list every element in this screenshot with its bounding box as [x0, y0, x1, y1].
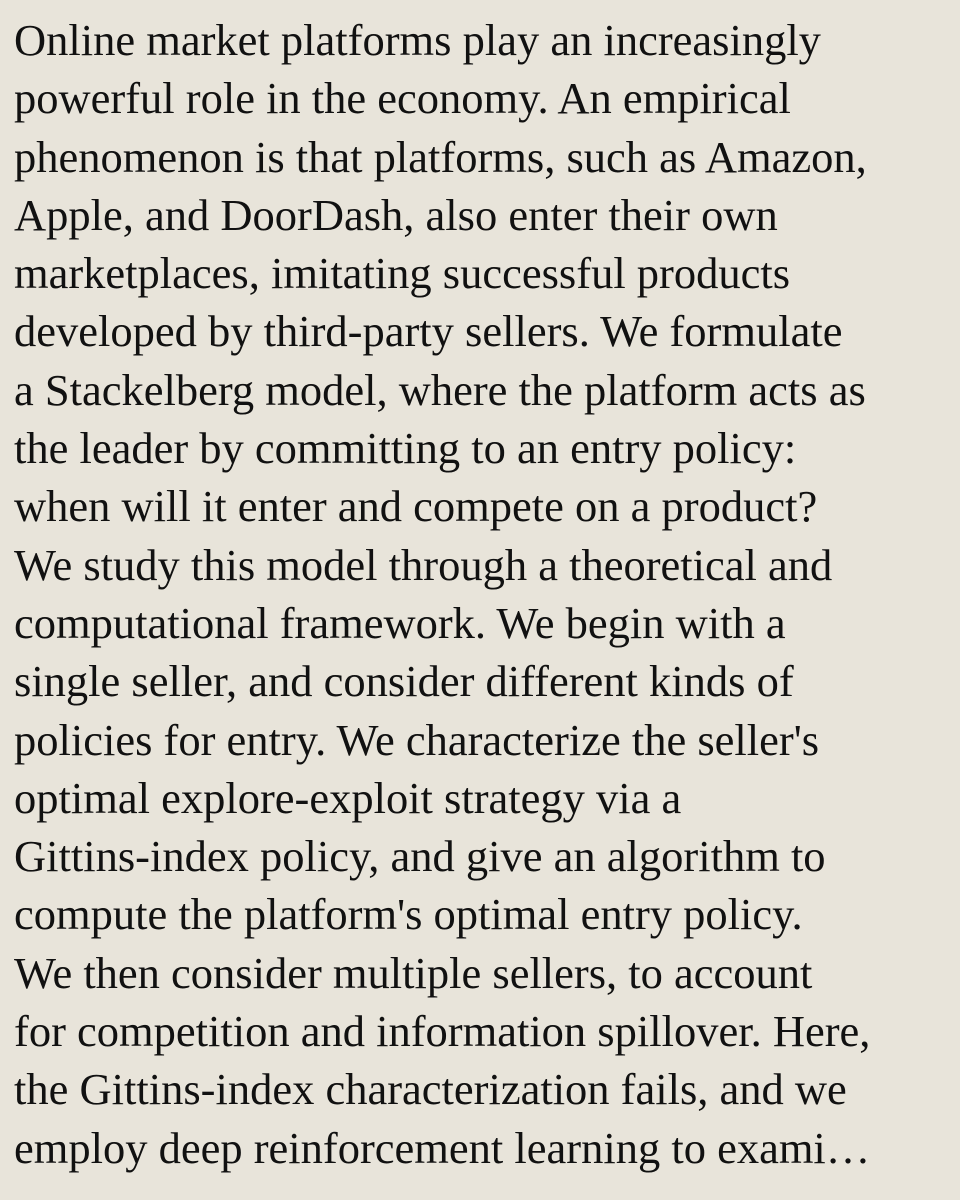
abstract-line: We then consider multiple sellers, to account	[14, 947, 813, 998]
abstract-line: Online market platforms play an increasingly	[14, 15, 821, 65]
abstract-line: the Gittins-index characterization fails, and we	[14, 1064, 847, 1115]
abstract-line: for competition and information spillover. Here,	[14, 1006, 871, 1057]
abstract-line: the leader by committing to an entry policy:	[14, 423, 797, 474]
abstract-line: policies for entry. We characterize the seller's	[14, 714, 820, 765]
abstract-line: developed by third-party sellers. We formulate	[14, 306, 843, 357]
abstract-line: phenomenon is that platforms, such as Amazon,	[14, 131, 867, 182]
abstract-line: marketplaces, imitating successful products	[14, 248, 791, 299]
abstract-line: We study this model through a theoretical and	[14, 539, 833, 590]
abstract-line: optimal explore-exploit strategy via a	[14, 772, 682, 823]
abstract-line: Gittins-index policy, and give an algorithm to	[14, 831, 826, 882]
abstract-line: when will it enter and compete on a product?	[14, 481, 818, 532]
abstract-line: computational framework. We begin with a	[14, 597, 786, 648]
abstract-text	[14, 11, 946, 1177]
abstract-line: employ deep reinforcement learning to exami…	[14, 1122, 871, 1173]
abstract-line: a Stackelberg model, where the platform acts as	[14, 364, 866, 415]
abstract-line: compute the platform's optimal entry policy.	[14, 889, 803, 940]
abstract-line: single seller, and consider different kinds of	[14, 656, 794, 707]
abstract-line: Apple, and DoorDash, also enter their own	[14, 189, 778, 240]
abstract-line: powerful role in the economy. An empirical	[14, 73, 791, 124]
